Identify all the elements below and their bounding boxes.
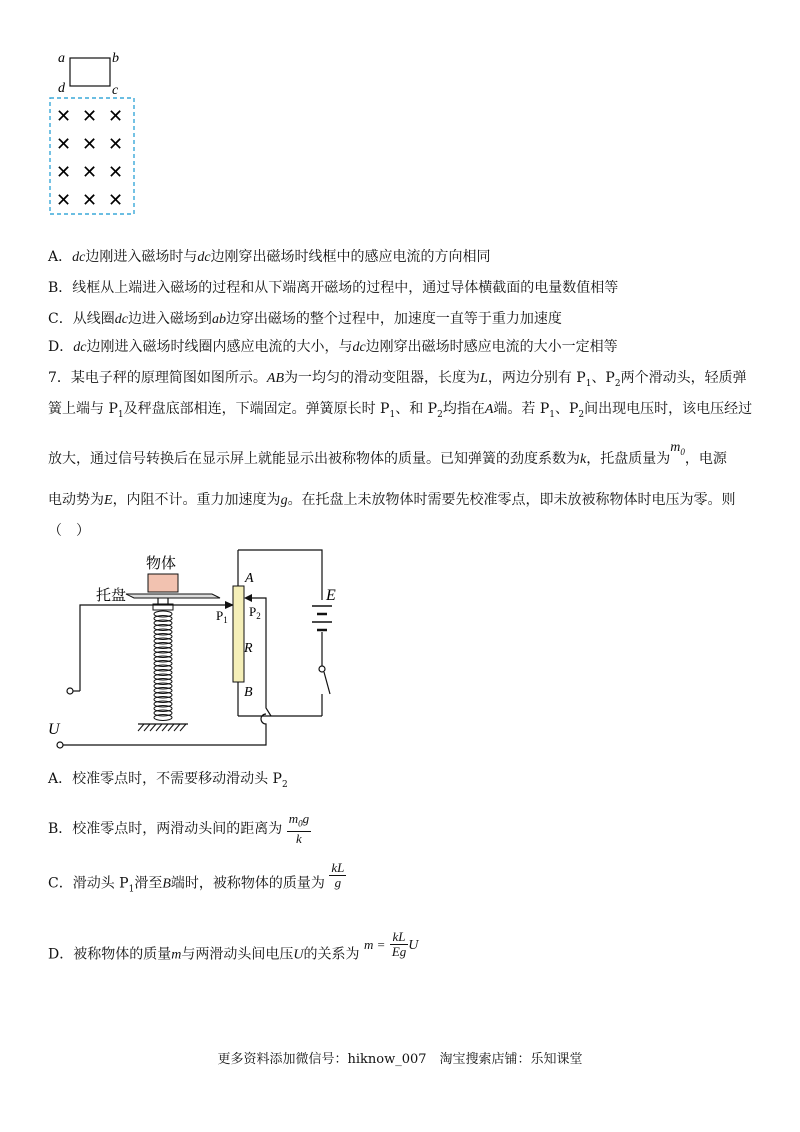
q6-option-a: A．dc边刚进入磁场时与dc边刚穿出磁场时线框中的感应电流的方向相同	[48, 249, 491, 265]
q7-stem-line-4: 电动势为E，内阻不计。重力加速度为g。在托盘上未放物体时需要先校准零点，即未放被称物体时电压为零。则	[48, 492, 736, 508]
resistor-ab	[233, 586, 244, 682]
q7-blank: （ ）	[48, 523, 90, 539]
label-A: A	[245, 571, 254, 586]
ground-hatch	[144, 724, 150, 731]
field-cross: ✕	[108, 134, 124, 154]
q7-stem-line-3: 放大，通过信号转换后在显示屏上就能显示出被称物体的质量。已知弹簧的劲度系数为k，托盘质量为$m_0$，电源	[48, 440, 727, 467]
q7-option-c: C．滑动头 $P_1$滑至B端时，被称物体的质量为 $\frac{kL}{g}$	[48, 860, 345, 895]
field-cross: ✕	[108, 162, 124, 182]
label-c: c	[112, 83, 119, 98]
field-cross: ✕	[108, 106, 124, 126]
ground-hatch	[180, 724, 186, 731]
tray	[126, 594, 220, 598]
ground-hatch	[162, 724, 168, 731]
q7-stem-line-2: 簧上端与 $P_1$及秤盘底部相连，下端固定。弹簧原长时 $P_1$、和 $P_2$均指在A端。若 $P_1$、$P_2$间出现电压时，该电压经过	[48, 401, 753, 420]
label-b: b	[112, 51, 119, 66]
label-R: R	[244, 641, 253, 656]
scale-circuit-figure	[40, 548, 360, 758]
object-block	[148, 574, 178, 592]
label-P2: $P_2$	[249, 604, 261, 621]
q7-option-b: B．校准零点时，两滑动头间的距离为 $\frac{m_0g}{k}$	[48, 811, 310, 846]
switch-pivot	[319, 666, 325, 672]
q6-option-c: C．从线圈dc边进入磁场到ab边穿出磁场的整个过程中，加速度一直等于重力加速度	[48, 311, 562, 327]
spring-coil	[154, 715, 172, 721]
label-a: a	[58, 51, 65, 66]
formula-m: m = $\frac{kL}{Eg}$ U	[363, 929, 419, 959]
label-B: B	[244, 685, 253, 700]
label-E: E	[326, 587, 336, 604]
q7-stem-line-1: 7．某电子秤的原理简图如图所示。AB为一均匀的滑动变阻器，长度为L，两边分别有 $P_1$、$P_2$两个滑动头，轻质弹	[48, 370, 747, 389]
field-cross: ✕	[56, 190, 72, 210]
wire-loop	[70, 58, 110, 86]
terminal-top	[67, 688, 73, 694]
footer-note: 更多资料添加微信号：hiknow_007 淘宝搜索店铺：乐知课堂	[217, 1052, 583, 1067]
terminal-bottom	[57, 742, 63, 748]
ground-hatch	[168, 724, 174, 731]
ground-hatch	[138, 724, 144, 731]
field-cross: ✕	[82, 134, 98, 154]
ground-hatch	[156, 724, 162, 731]
field-cross: ✕	[56, 134, 72, 154]
fraction-kl-over-g: $\frac{kL}{g}$	[331, 860, 345, 890]
fraction-m0g-over-k: $\frac{m_0g}{k}$	[288, 811, 310, 846]
ground-hatch	[174, 724, 180, 731]
field-cross: ✕	[56, 106, 72, 126]
tray-label: 托盘	[96, 588, 127, 604]
q6-option-b: B．线框从上端进入磁场的过程和从下端离开磁场的过程中，通过导体横截面的电量数值相等	[48, 280, 619, 296]
label-P1: $P_1$	[216, 608, 228, 625]
field-cross: ✕	[82, 162, 98, 182]
spring	[154, 611, 172, 721]
loop-field-figure	[40, 40, 150, 220]
q7-option-a: A．校准零点时，不需要移动滑动头 $P_2$	[48, 771, 288, 790]
field-cross: ✕	[56, 162, 72, 182]
field-crosses	[56, 106, 123, 210]
switch-blade	[324, 672, 330, 694]
ground-hatch	[150, 724, 156, 731]
q7-option-d: D．被称物体的质量m与两滑动头间电压U的关系为 m = $\frac{kL}{Eg}$ U	[48, 929, 419, 963]
label-U: U	[48, 721, 60, 738]
label-d: d	[58, 81, 65, 96]
q6-option-d: D．dc边刚进入磁场时线圈内感应电流的大小，与dc边刚穿出磁场时感应电流的大小一定相等	[48, 339, 618, 355]
field-cross: ✕	[82, 190, 98, 210]
field-cross: ✕	[82, 106, 98, 126]
field-cross: ✕	[108, 190, 124, 210]
object-label: 物体	[146, 556, 177, 572]
